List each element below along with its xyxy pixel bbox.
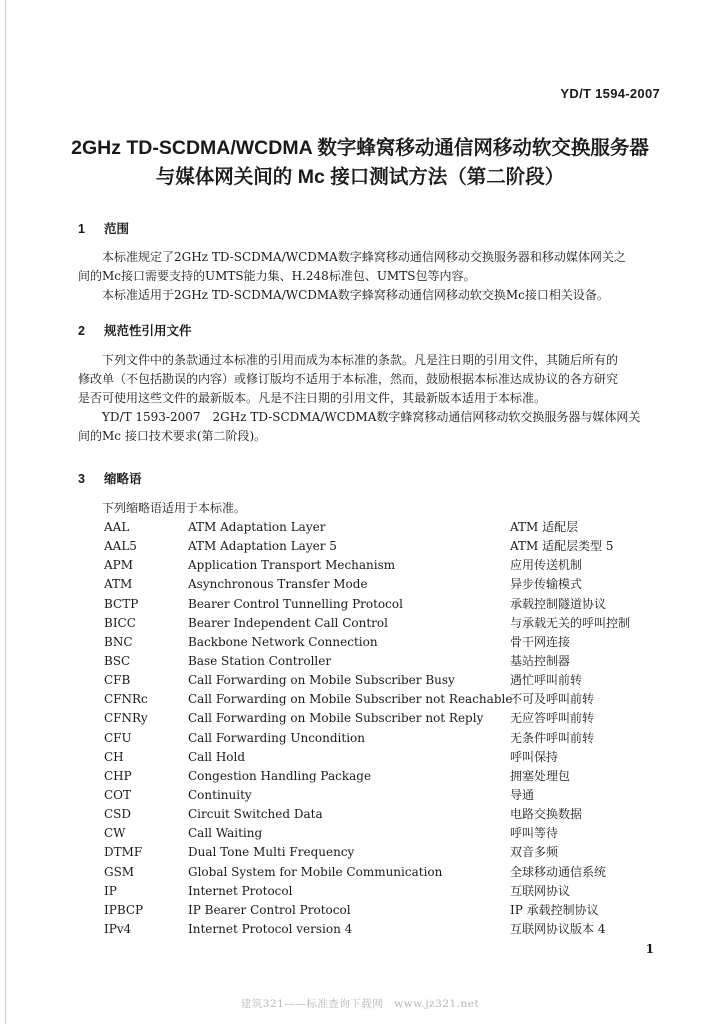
section-2-body	[78, 351, 656, 446]
abbreviation-row	[104, 671, 664, 690]
section-1-body	[78, 248, 656, 305]
abbreviation-row	[104, 690, 664, 709]
abbreviation-english: Circuit Switched Data	[188, 807, 323, 822]
abbreviation-row	[104, 729, 664, 748]
paragraph-line: 间的Mc 接口技术要求(第二阶段)。	[78, 429, 267, 443]
paragraph-line: 是否可使用这些文件的最新版本。凡是不注日期的引用文件，其最新版本适用于本标准。	[78, 391, 547, 405]
abbreviation-english: Global System for Mobile Communication	[188, 864, 443, 879]
abbreviation-row	[104, 843, 664, 862]
abbreviation-term: CFNRc	[104, 692, 148, 707]
abbreviation-chinese: 应用传送机制	[510, 558, 583, 573]
abbreviation-row	[104, 652, 664, 671]
abbreviation-term: CFU	[104, 730, 132, 745]
watermark: 建筑321——标准查询下载网 www.jz321.net	[240, 998, 480, 1010]
abbreviation-chinese: 拥塞处理包	[510, 768, 571, 783]
abbreviation-row	[104, 748, 664, 767]
abbreviation-row	[104, 882, 664, 901]
abbreviation-english: Bearer Control Tunnelling Protocol	[188, 596, 403, 611]
section-number: 1	[78, 222, 85, 236]
abbreviation-english: Dual Tone Multi Frequency	[188, 845, 355, 860]
abbreviation-chinese: 双音多频	[510, 845, 559, 860]
abbreviation-term: APM	[104, 558, 134, 573]
abbreviation-chinese: 遇忙呼叫前转	[510, 673, 583, 688]
abbreviation-term: CSD	[104, 807, 132, 822]
abbreviation-english: Internet Protocol version 4	[188, 921, 353, 936]
abbreviation-term: GSM	[104, 864, 135, 879]
abbreviation-row	[104, 805, 664, 824]
abbreviation-english: IP Bearer Control Protocol	[188, 902, 351, 917]
abbreviation-chinese: ATM 适配层类型 5	[510, 539, 614, 554]
abbreviation-row	[104, 575, 664, 594]
abbreviation-term: CFB	[104, 673, 131, 688]
paragraph-line: 本标准规定了2GHz TD-SCDMA/WCDMA数字蜂窝移动通信网移动交换服务器和移动媒体网关之	[102, 250, 626, 264]
abbreviation-row	[104, 863, 664, 882]
abbreviation-row	[104, 556, 664, 575]
abbreviation-chinese: 与承载无关的呼叫控制	[510, 615, 631, 630]
abbreviation-term: IPv4	[104, 921, 132, 936]
section-3-heading	[78, 469, 142, 487]
abbreviation-row	[104, 633, 664, 652]
abbreviation-chinese: 互联网协议	[510, 883, 571, 898]
abbreviation-chinese: 呼叫保持	[510, 749, 559, 764]
abbreviation-chinese: 导通	[510, 787, 535, 802]
abbreviation-term: BSC	[104, 653, 131, 668]
paragraph-line: 间的Mc接口需要支持的UMTS能力集、H.248标准包、UMTS包等内容。	[78, 269, 476, 283]
title-line-2: 与媒体网关间的 Mc 接口测试方法（第二阶段）	[155, 166, 565, 188]
abbreviation-term: BNC	[104, 634, 133, 649]
abbreviation-row	[104, 614, 664, 633]
abbreviations-intro: 下列缩略语适用于本标准。	[102, 501, 247, 515]
section-number: 3	[78, 472, 85, 486]
abbreviation-chinese: 呼叫等待	[510, 826, 559, 841]
section-1-heading	[78, 219, 129, 237]
abbreviation-chinese: 无应答呼叫前转	[510, 711, 595, 726]
abbreviation-chinese: 异步传输模式	[510, 577, 583, 592]
abbreviation-english: ATM Adaptation Layer	[188, 520, 326, 534]
standard-number: YD/T 1594-2007	[560, 86, 660, 101]
page-number: 1	[645, 942, 654, 956]
abbreviation-term: COT	[104, 787, 132, 802]
paragraph-line: 本标准适用于2GHz TD-SCDMA/WCDMA数字蜂窝移动通信网移动软交换Mc接口相关设备。	[102, 288, 609, 302]
abbreviation-term: CH	[104, 749, 124, 764]
abbreviation-term: AAL	[104, 520, 130, 534]
abbreviation-english: Call Waiting	[188, 826, 263, 841]
abbreviations-table	[104, 518, 664, 939]
abbreviation-english: Continuity	[188, 787, 252, 802]
abbreviation-row	[104, 767, 664, 786]
abbreviation-english: Asynchronous Transfer Mode	[188, 577, 368, 592]
abbreviation-english: Bearer Independent Call Control	[188, 615, 388, 630]
abbreviation-chinese: ATM 适配层	[510, 520, 579, 534]
abbreviation-term: IPBCP	[104, 902, 144, 917]
abbreviation-chinese: 电路交换数据	[510, 807, 583, 822]
abbreviation-row	[104, 595, 664, 614]
section-2-heading	[78, 321, 192, 339]
title-line-1: 2GHz TD-SCDMA/WCDMA 数字蜂窝移动通信网移动软交换服务器	[71, 137, 649, 159]
section-title: 范围	[104, 222, 130, 236]
abbreviation-english: Internet Protocol	[188, 883, 293, 898]
abbreviation-chinese: 骨干网连接	[510, 634, 571, 649]
abbreviation-english: Call Forwarding on Mobile Subscriber Busy	[188, 673, 455, 688]
document-title	[40, 134, 680, 192]
abbreviation-chinese: IP 承载控制协议	[510, 902, 599, 917]
abbreviation-term: BCTP	[104, 596, 139, 611]
abbreviation-row	[104, 709, 664, 728]
abbreviation-term: AAL5	[104, 539, 137, 554]
abbreviation-english: Call Forwarding on Mobile Subscriber not Reply	[188, 711, 484, 726]
abbreviation-term: ATM	[104, 577, 133, 592]
abbreviation-english: Backbone Network Connection	[188, 634, 378, 649]
abbreviation-row	[104, 518, 664, 537]
section-number: 2	[78, 324, 85, 338]
abbreviation-term: IP	[104, 883, 117, 898]
abbreviation-chinese: 互联网协议版本 4	[510, 921, 606, 936]
abbreviation-english: Call Forwarding on Mobile Subscriber not Reachable	[188, 692, 513, 707]
abbreviation-chinese: 承载控制隧道协议	[510, 596, 607, 611]
paragraph-line: YD/T 1593-2007 2GHz TD-SCDMA/WCDMA数字蜂窝移动通信网移动软交换服务器与媒体网关	[102, 410, 641, 424]
abbreviation-english: Application Transport Mechanism	[188, 558, 396, 573]
abbreviation-english: Congestion Handling Package	[188, 768, 372, 783]
abbreviation-chinese: 全球移动通信系统	[510, 864, 607, 879]
abbreviation-english: Call Hold	[188, 749, 246, 764]
abbreviation-row	[104, 786, 664, 805]
abbreviation-english: Call Forwarding Uncondition	[188, 730, 366, 745]
abbreviation-term: BICC	[104, 615, 136, 630]
abbreviation-chinese: 基站控制器	[510, 653, 571, 668]
abbreviation-term: CW	[104, 826, 126, 841]
abbreviation-english: Base Station Controller	[188, 653, 332, 668]
section-title: 规范性引用文件	[104, 324, 192, 338]
abbreviation-row	[104, 901, 664, 920]
abbreviation-row	[104, 824, 664, 843]
scan-edge-line	[5, 0, 6, 1024]
abbreviation-row	[104, 920, 664, 939]
paragraph-line: 修改单（不包括勘误的内容）或修订版均不适用于本标准，然而，鼓励根据本标准达成协议的各方研究	[78, 372, 619, 386]
abbreviation-term: DTMF	[104, 845, 143, 860]
paragraph-line: 下列文件中的条款通过本标准的引用而成为本标准的条款。凡是注日期的引用文件，其随后所有的	[102, 353, 619, 367]
section-title: 缩略语	[104, 472, 142, 486]
abbreviation-term: CHP	[104, 768, 132, 783]
abbreviation-chinese: 不可及呼叫前转	[510, 692, 595, 707]
abbreviation-english: ATM Adaptation Layer 5	[188, 539, 337, 554]
abbreviation-term: CFNRy	[104, 711, 148, 726]
abbreviation-chinese: 无条件呼叫前转	[510, 730, 595, 745]
abbreviation-row	[104, 537, 664, 556]
